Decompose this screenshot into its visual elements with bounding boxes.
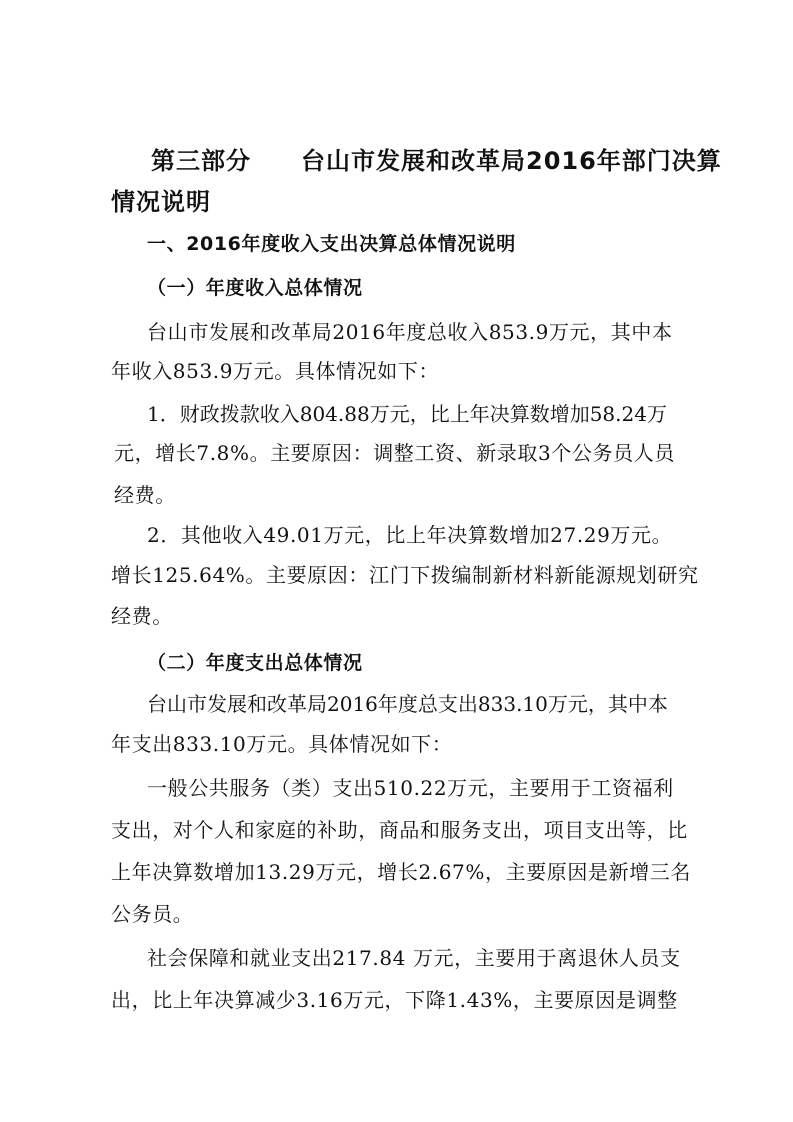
document-title-line-2: 情况说明 bbox=[111, 188, 211, 216]
expense-item-1-line-1: 一般公共服务（类）支出510.22万元，主要用于工资福利 bbox=[147, 776, 674, 800]
expense-item-2-line-2: 出，比上年决算减少3.16万元，下降1.43%，主要原因是调整 bbox=[111, 988, 678, 1012]
section-heading: 一、2016年度收入支出决算总体情况说明 bbox=[147, 233, 516, 255]
income-paragraph-line-1: 台山市发展和改革局2016年度总收入853.9万元，其中本 bbox=[147, 320, 673, 344]
expense-paragraph-line-2: 年支出833.10万元。具体情况如下： bbox=[111, 732, 453, 756]
expense-item-1-line-4: 公务员。 bbox=[111, 902, 194, 926]
income-item-1-line-3: 经费。 bbox=[114, 483, 176, 507]
expense-item-2-line-1: 社会保障和就业支出217.84 万元，主要用于离退休人员支 bbox=[147, 946, 681, 970]
income-item-1-line-1: 1．财政拨款收入804.88万元，比上年决算数增加58.24万 bbox=[147, 402, 667, 426]
document-title-line-1: 第三部分 台山市发展和改革局2016年部门决算 bbox=[151, 147, 722, 175]
income-item-2-line-1: 2．其他收入49.01万元，比上年决算数增加27.29万元。 bbox=[147, 523, 673, 547]
income-item-1-line-2: 元，增长7.8%。主要原因：调整工资、新录取3个公务员人员 bbox=[114, 441, 675, 465]
income-item-2-line-2: 增长125.64%。主要原因：江门下拨编制新材料新能源规划研究 bbox=[111, 563, 699, 587]
expense-paragraph-line-1: 台山市发展和改革局2016年度总支出833.10万元，其中本 bbox=[147, 692, 668, 716]
expense-item-1-line-3: 上年决算数增加13.29万元，增长2.67%，主要原因是新增三名 bbox=[111, 860, 691, 884]
income-paragraph-line-2: 年收入853.9万元。具体情况如下： bbox=[111, 359, 440, 383]
subsection-heading-income: （一）年度收入总体情况 bbox=[147, 277, 363, 299]
subsection-heading-expense: （二）年度支出总体情况 bbox=[147, 652, 363, 674]
income-item-2-line-3: 经费。 bbox=[111, 604, 173, 628]
expense-item-1-line-2: 支出，对个人和家庭的补助，商品和服务支出，项目支出等，比 bbox=[111, 818, 688, 842]
